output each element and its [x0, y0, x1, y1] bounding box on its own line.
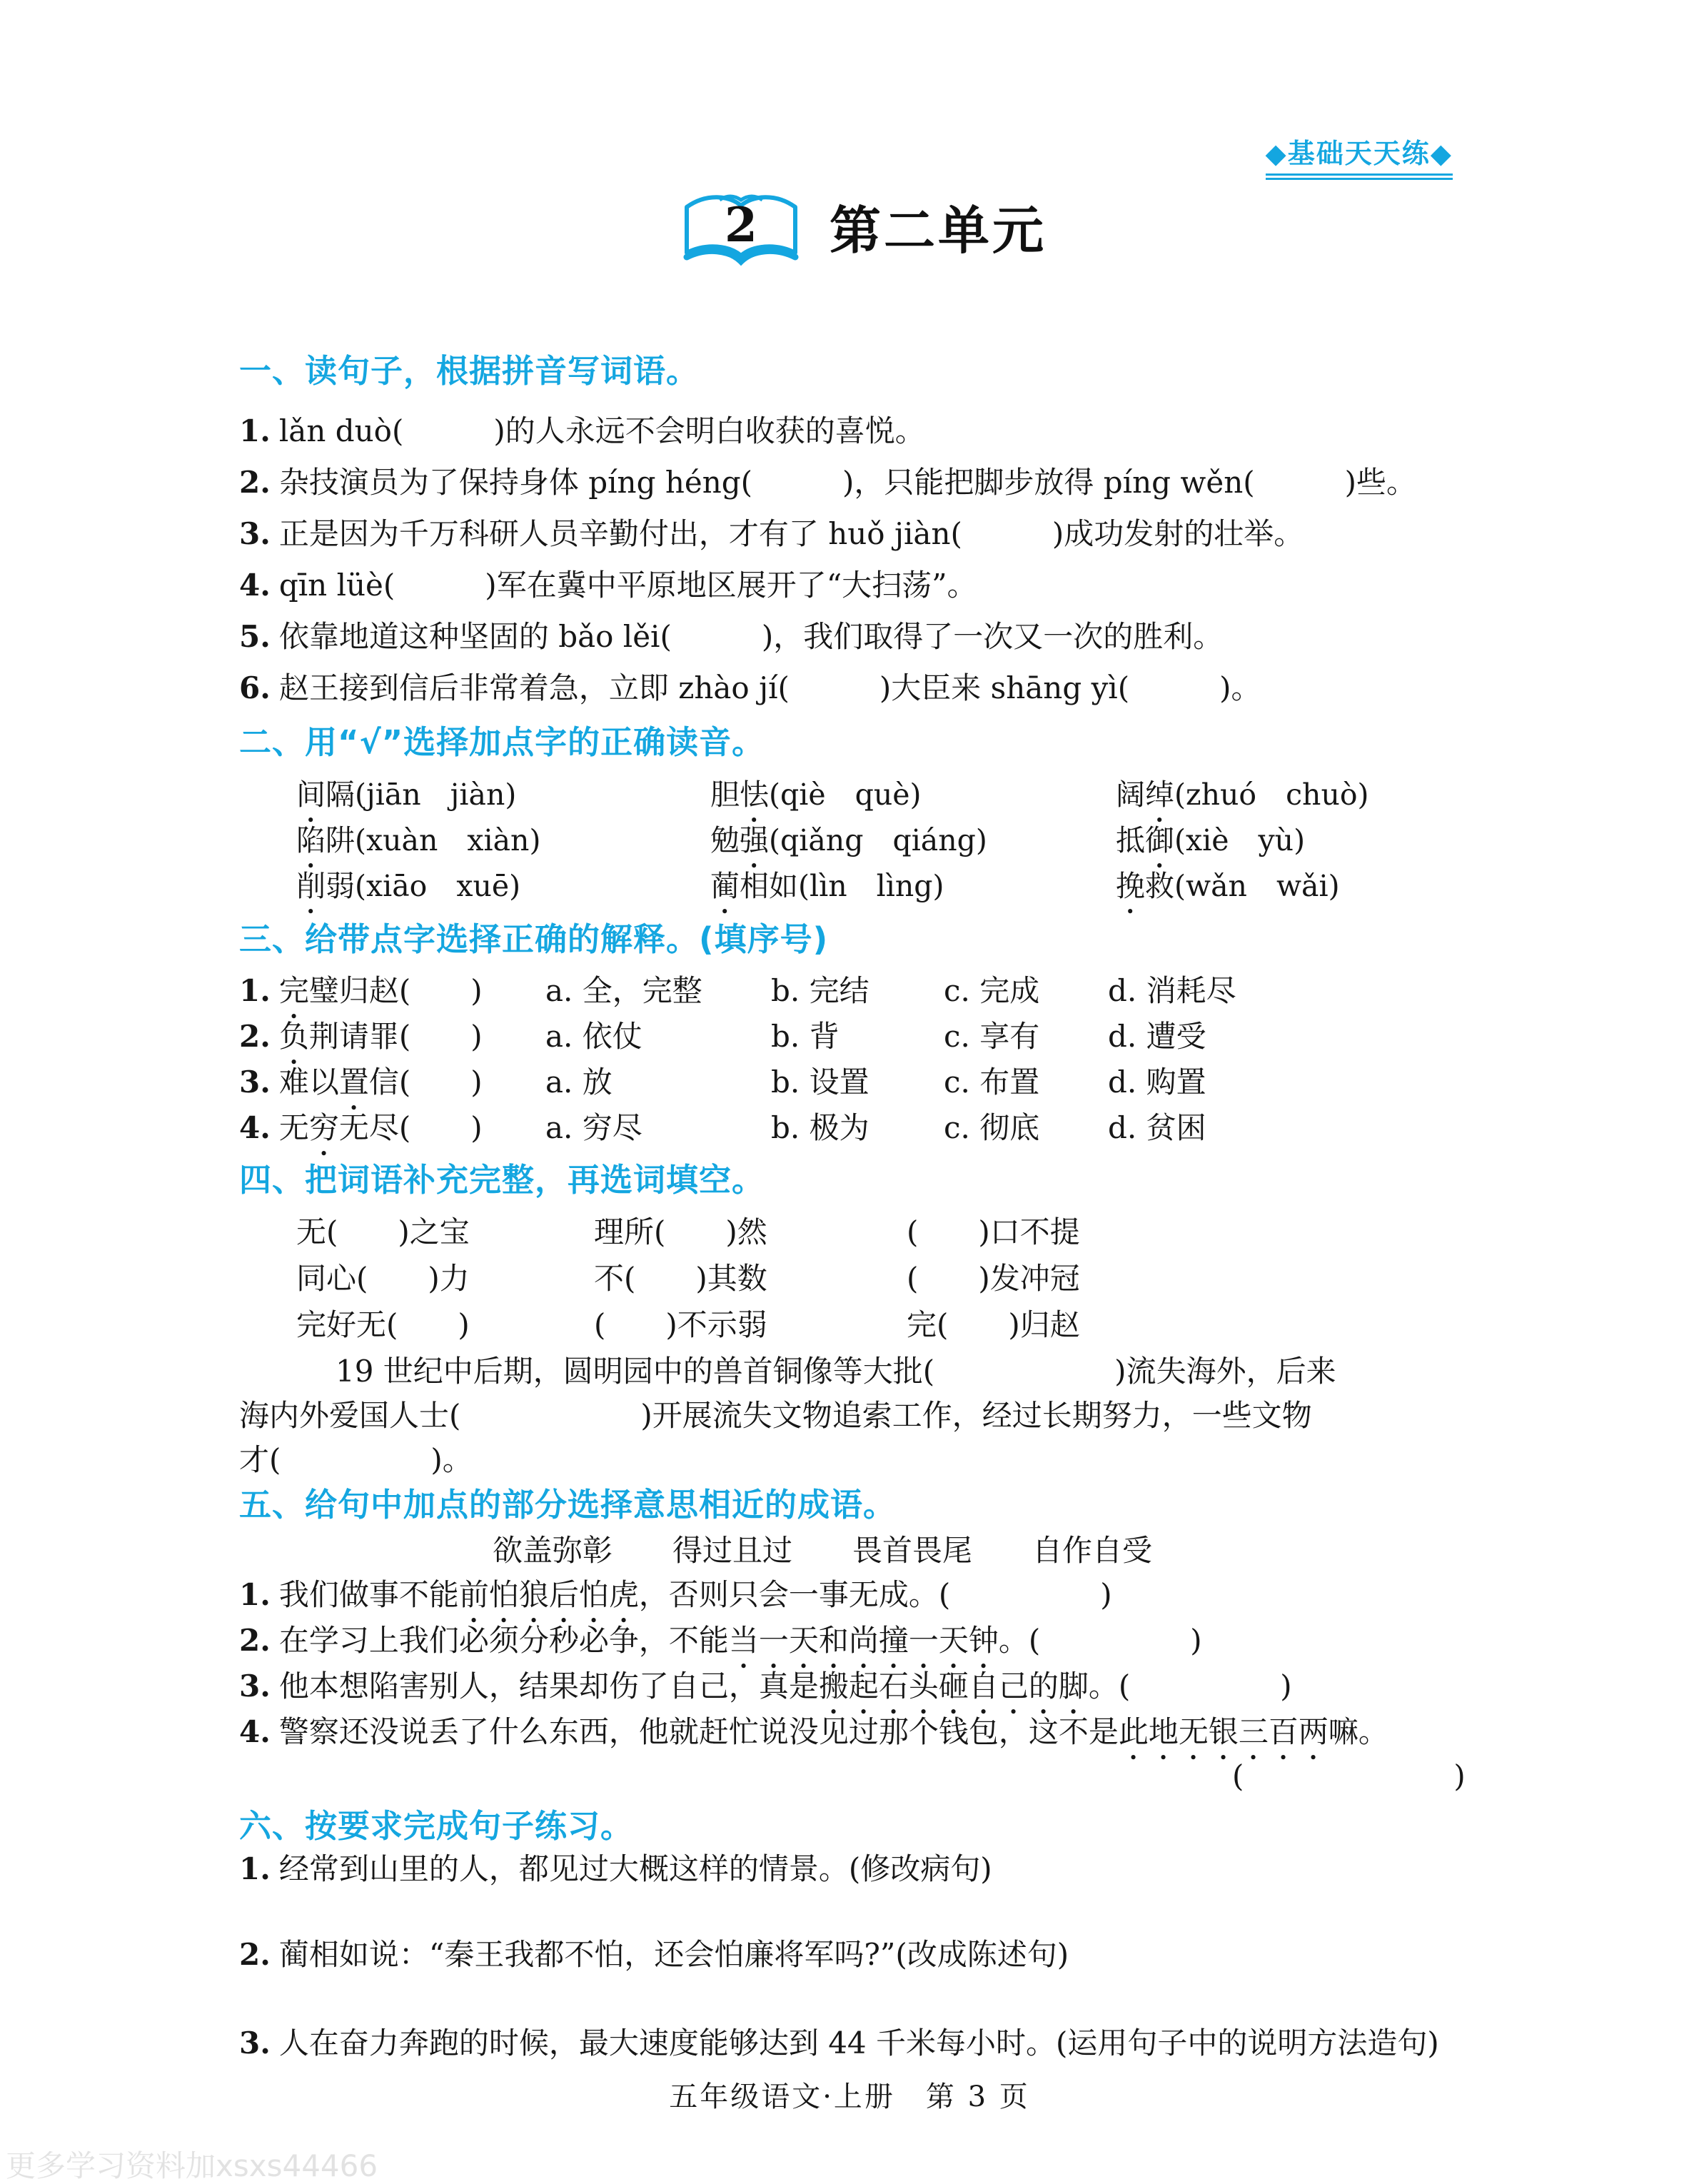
item-text: 他本想陷害别人，结果却伤了自己，真是	[278, 1669, 819, 1704]
s4-phrase: 不( )其数	[594, 1261, 767, 1296]
section4-heading: 四、把词语补充完整，再选词填空。	[239, 1161, 765, 1199]
dotted-char: 强	[740, 823, 769, 857]
item-text: 依靠地道这种坚固的 bǎo lěi( )，我们取得了一次又一次的胜利。	[278, 619, 1224, 654]
dotted-phrase: 当一天和尚撞一天钟	[728, 1623, 999, 1658]
s1-item-3	[239, 515, 1304, 553]
item-text: 在学习上我们必须分秒必争，不能	[278, 1623, 729, 1658]
dotted-phrase: 此地无银三百两	[1118, 1714, 1329, 1749]
s6-item-1	[239, 1851, 992, 1888]
item-number: 4.	[239, 568, 271, 603]
section2-heading: 二、用“√”选择加点字的正确读音。	[239, 723, 765, 761]
section6-heading: 六、按要求完成句子练习。	[239, 1807, 634, 1845]
dotted-char: 削	[296, 869, 326, 903]
s3-stem-1	[239, 972, 483, 1025]
dotted-char: 负	[278, 1019, 309, 1054]
s3-stem-3	[239, 1064, 483, 1117]
unit-title: 第二单元	[830, 200, 1047, 261]
item-text: 经常到山里的人，都见过大概这样的情景。(修改病句)	[278, 1851, 992, 1886]
s5-word-bank: 欲盖弥彰 得过且过 畏首畏尾 自作自受	[493, 1533, 1153, 1568]
cell-text: 救(wǎn wǎi)	[1145, 869, 1340, 903]
s3-stem-4	[239, 1109, 483, 1162]
badge-text: ◆基础天天练◆	[1266, 138, 1453, 180]
dotted-char: 穷	[308, 1110, 339, 1145]
item-text: 赵王接到信后非常着急，立即 zhào jí( )大臣来 shāng yì( )。	[278, 670, 1261, 705]
item-number: 1.	[239, 413, 271, 448]
cell-text: 弱(xiāo xuē)	[326, 869, 521, 903]
item-number: 2.	[239, 1019, 271, 1054]
item-number: 2.	[239, 1937, 271, 1972]
s4-phrase: 完好无( )	[296, 1307, 470, 1342]
item-number: 2.	[239, 465, 271, 500]
item-number: 4.	[239, 1110, 271, 1145]
section1-heading: 一、读句子，根据拼音写词语。	[239, 352, 700, 390]
s3-option: d. 消耗尽	[1108, 973, 1236, 1008]
stem-text: 信( )	[368, 1065, 483, 1099]
item-number: 1.	[239, 1577, 271, 1612]
s2-cell	[710, 777, 922, 829]
unit-title-block	[677, 187, 1047, 274]
dotted-char: 蔺	[710, 869, 740, 903]
item-text: 。( )	[1088, 1669, 1292, 1704]
cell-text: (qiè què)	[769, 778, 922, 812]
item-text: 警察还没说丢了什么东西，他就赶忙说没见过那个钱包，这不是	[278, 1714, 1119, 1749]
dotted-char: 怯	[740, 778, 769, 812]
item-text: qīn lüè( )军在冀中平原地区展开了“大扫荡”。	[278, 568, 977, 603]
item-text: 我们做事不能	[278, 1577, 459, 1612]
s3-option: c. 完成	[944, 973, 1040, 1008]
item-number: 4.	[239, 1714, 271, 1749]
s4-phrase: ( )口不提	[907, 1214, 1080, 1249]
s3-option: d. 遭受	[1108, 1019, 1206, 1054]
s3-option: c. 布置	[944, 1065, 1040, 1099]
cell-text: 胆	[710, 778, 740, 812]
stem-text: 荆请罪( )	[308, 1019, 483, 1054]
s4-phrase: 无( )之宝	[296, 1214, 470, 1249]
s3-option: d. 贫困	[1108, 1110, 1206, 1145]
item-number: 1.	[239, 1851, 271, 1886]
item-text: 杂技演员为了保持身体 píng héng( )，只能把脚步放得 píng wěn( )些。	[278, 465, 1417, 500]
cell-text: 阔	[1116, 778, 1145, 812]
item-number: 3.	[239, 516, 271, 551]
item-number: 3.	[239, 1065, 271, 1099]
cell-text: 勉	[710, 823, 740, 857]
s4-phrase: 完( )归赵	[907, 1307, 1080, 1342]
open-book-icon	[677, 187, 805, 274]
item-text: lǎn duò( )的人永远不会明白收获的喜悦。	[278, 413, 925, 448]
cell-text: 阱(xuàn xiàn)	[326, 823, 541, 857]
s4-paragraph-line: 才( )。	[239, 1442, 473, 1477]
unit-number: 2	[725, 197, 757, 253]
s1-item-1	[239, 413, 925, 451]
s1-item-6	[239, 670, 1261, 708]
stem-text: 无	[278, 1110, 309, 1145]
cell-text: (xiè yù)	[1174, 823, 1306, 857]
item-number: 2.	[239, 1623, 271, 1658]
item-text: 嘛。	[1328, 1714, 1388, 1749]
item-text: 。( )	[998, 1623, 1202, 1658]
corner-badge	[1266, 137, 1453, 171]
s3-option: a. 全，完整	[545, 973, 702, 1008]
section5-heading: 五、给句中加点的部分选择意思相近的成语。	[239, 1486, 897, 1524]
item-number: 6.	[239, 670, 271, 705]
s3-option: c. 彻底	[944, 1110, 1040, 1145]
s3-stem-2	[239, 1018, 483, 1071]
dotted-char: 置	[338, 1065, 369, 1099]
s5-item-2	[239, 1622, 1202, 1675]
s3-option: b. 背	[771, 1019, 840, 1054]
item-text: 人在奋力奔跑的时候，最大速度能够达到 44 千米每小时。(运用句子中的说明方法造句)	[278, 2026, 1439, 2060]
s5-answer-blank: ( )	[1232, 1758, 1466, 1793]
s1-item-2	[239, 464, 1416, 502]
cell-text: (zhuó chuò)	[1174, 778, 1369, 812]
watermark-text: 更多学习资料加xsxs44466	[6, 2148, 378, 2183]
s3-option: c. 享有	[944, 1019, 1040, 1054]
s6-item-2	[239, 1936, 1069, 1974]
s3-option: a. 依仗	[545, 1019, 642, 1054]
s4-phrase: 理所( )然	[594, 1214, 767, 1249]
s2-cell	[1116, 868, 1340, 920]
s2-cell	[1116, 822, 1305, 875]
s3-option: b. 设置	[771, 1065, 869, 1099]
stem-text: 难以	[278, 1065, 339, 1099]
stem-text: 璧归赵( )	[308, 973, 483, 1008]
cell-text: 相如(lìn lìng)	[740, 869, 944, 903]
dotted-phrase: 搬起石头砸自己的脚	[818, 1669, 1089, 1704]
dotted-char: 间	[296, 778, 326, 812]
s3-option: a. 放	[545, 1065, 612, 1099]
s4-paragraph-line: 海内外爱国人士( )开展流失文物追索工作，经过长期努力，一些文物	[239, 1398, 1312, 1433]
dotted-char: 挽	[1116, 869, 1145, 903]
s2-cell	[296, 822, 540, 875]
s3-option: b. 完结	[771, 973, 869, 1008]
s1-item-4	[239, 567, 977, 605]
cell-text: (qiǎng qiáng)	[769, 823, 987, 857]
s5-item-4	[239, 1714, 1388, 1766]
item-number: 3.	[239, 2026, 271, 2060]
s2-cell	[710, 822, 987, 875]
item-number: 3.	[239, 1669, 271, 1704]
s3-option: b. 极为	[771, 1110, 869, 1145]
dotted-char: 完	[278, 973, 309, 1008]
s4-phrase: ( )不示弱	[594, 1307, 767, 1342]
s6-item-3	[239, 2025, 1439, 2063]
s4-paragraph-line: 19 世纪中后期，圆明园中的兽首铜像等大批( )流失海外，后来	[336, 1354, 1336, 1389]
s5-item-1	[239, 1576, 1112, 1629]
s3-option: a. 穷尽	[545, 1110, 642, 1145]
s1-item-5	[239, 618, 1223, 656]
item-text: ，否则只会一事无成。( )	[638, 1577, 1112, 1612]
dotted-char: 御	[1145, 823, 1174, 857]
dotted-phrase: 前怕狼后怕虎	[458, 1577, 639, 1612]
item-number: 1.	[239, 973, 271, 1008]
item-text: 蔺相如说：“秦王我都不怕，还会怕廉将军吗?”(改成陈述句)	[278, 1937, 1069, 1972]
s4-phrase: 同心( )力	[296, 1261, 470, 1296]
dotted-char: 陷	[296, 823, 326, 857]
stem-text: 无尽( )	[338, 1110, 483, 1145]
s3-option: d. 购置	[1108, 1065, 1206, 1099]
s2-cell	[296, 777, 516, 829]
s2-cell	[1116, 777, 1369, 829]
s4-phrase: ( )发冲冠	[907, 1261, 1080, 1296]
cell-text: 抵	[1116, 823, 1145, 857]
item-number: 5.	[239, 619, 271, 654]
page-footer: 五年级语文·上册 第 3 页	[669, 2080, 1030, 2113]
dotted-char: 绰	[1145, 778, 1174, 812]
s2-cell	[296, 868, 520, 920]
s5-item-3	[239, 1668, 1292, 1721]
cell-text: 隔(jiān jiàn)	[326, 778, 517, 812]
item-text: 正是因为千万科研人员辛勤付出，才有了 huǒ jiàn( )成功发射的壮举。	[278, 516, 1304, 551]
s2-cell	[710, 868, 944, 920]
section3-heading: 三、给带点字选择正确的解释。(填序号)	[239, 920, 829, 958]
